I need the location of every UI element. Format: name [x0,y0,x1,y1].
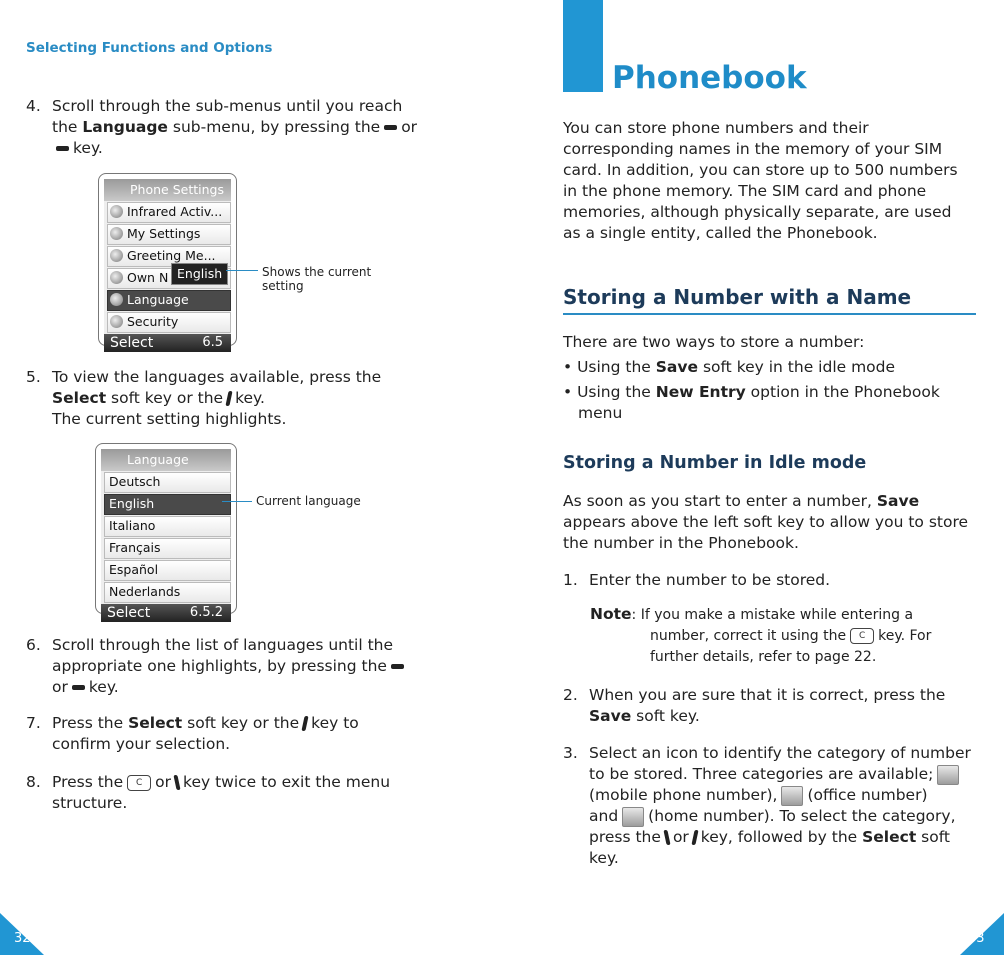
screen-title: Language [101,449,231,471]
para-text: the number in the Phonebook. [563,534,799,552]
bullet-bold: Save [655,358,699,376]
step-text: key twice to exit the menu [183,773,391,791]
intro-line: in the phone memory. The SIM card and phone [563,182,927,200]
section-rule [563,313,976,315]
menu-item-selected [107,290,231,311]
phone-screen-language [95,443,237,621]
menu-item-icon [110,249,123,262]
chapter-title: Phonebook [612,60,807,96]
language-item-selected: English [104,494,231,515]
up-key-icon [56,146,69,151]
menu-item-icon [110,293,123,306]
page-number: 32 [14,931,31,946]
step-text: key, followed by the [700,828,858,846]
step-bold: Save [589,707,632,725]
menu-item-icon [110,315,123,328]
phonebook-step-1 [563,570,983,592]
intro-line: as a single entity, called the Phonebook. [563,224,878,242]
soft-key-bar [104,334,231,352]
step-text: structure. [52,794,128,812]
note-block [590,604,980,670]
step-number: 1. [563,571,578,589]
step-text: soft key. [631,707,700,725]
step-8 [26,772,446,816]
step-text: Enter the number to be stored. [589,571,831,589]
language-item: Español [104,560,231,581]
para-bold: Save [876,492,920,510]
step-text: soft [916,828,950,846]
mobile-category-icon [937,765,959,785]
step-text: Press the [52,714,129,732]
callout-line [222,501,252,502]
soft-key-label: Select [110,335,154,351]
callout-line [226,270,258,271]
step-bold: Select [52,389,107,407]
soft-key-label: Select [107,605,151,621]
clear-key-icon: C [127,775,151,791]
step-text: (mobile phone number), [589,786,778,804]
step-text: Scroll through the list of languages until the [52,636,394,654]
screen-title: Phone Settings [104,179,231,201]
step-text: key. [589,849,619,867]
menu-item-label: Greeting Me... [127,248,216,263]
menu-item-label: Infrared Activ... [127,204,223,219]
step-text: or [672,828,689,846]
step-number: 4. [26,97,41,115]
menu-item-icon [110,227,123,240]
menu-item-icon [110,271,123,284]
ways-list [563,332,983,424]
subsection-title: Storing a Number in Idle mode [563,453,867,473]
step-text: key. [73,139,103,157]
idle-paragraph [563,491,983,554]
step-text: The current setting highlights. [52,410,287,428]
note-label: Note [590,605,632,623]
menu-item [107,202,231,223]
intro-line: You can store phone numbers and their [563,119,869,137]
send-key-icon [302,716,309,731]
step-number: 2. [563,686,578,704]
bullet-text: soft key in the idle mode [698,358,896,376]
step-text: or [155,773,172,791]
step-bold: Select [862,828,917,846]
step-6 [26,635,446,699]
step-bold: Select [128,714,183,732]
step-text: Select an icon to identify the category of number [589,744,971,762]
menu-item-label: Own N [127,270,169,285]
office-category-icon [781,786,803,806]
home-category-icon [622,807,644,827]
intro-line: corresponding names in the memory of your SIM [563,140,943,158]
step-text: Press the [52,773,124,791]
step-text: press the [589,828,661,846]
step-text: sub-menu, by pressing the [167,118,381,136]
step-7 [26,713,446,757]
language-item: Français [104,538,231,559]
intro-paragraph [563,118,983,244]
note-text: number, correct it using the [650,628,847,644]
end-key-icon [173,775,180,790]
send-key-icon [691,830,698,845]
callout-current-language: Current language [256,494,361,508]
phonebook-step-2 [563,685,983,729]
step-text: and [589,807,619,825]
step-text: soft key or the [182,714,300,732]
end-key-icon [663,830,670,845]
step-text: Scroll through the sub-menus until you reach [52,97,403,115]
page-number: 33 [968,931,985,946]
intro-line: card. In addition, you can store up to 500 numbers [563,161,958,179]
step-text: or [52,678,68,696]
ways-intro: There are two ways to store a number: [563,333,865,351]
step-text: the [52,118,83,136]
step-text: soft key or the [106,389,224,407]
step-number: 8. [26,773,41,791]
menu-index: 6.5 [202,335,223,350]
step-text: key to [311,714,359,732]
down-key-icon [384,125,397,130]
note-text: key. For [878,628,932,644]
step-text: key. [88,678,119,696]
menu-item-icon [110,205,123,218]
note-text: further details, refer to page 22. [650,649,877,665]
language-item: Italiano [104,516,231,537]
bullet-bold: New Entry [655,383,746,401]
menu-item-label: Security [127,314,179,329]
section-title: Storing a Number with a Name [563,285,912,309]
step-number: 5. [26,368,41,386]
para-text: appears above the left soft key to allow you to store [563,513,969,531]
soft-key-bar [101,604,231,622]
step-text: To view the languages available, press the [52,368,382,386]
step-text: (office number) [807,786,928,804]
menu-item [107,224,231,245]
up-key-icon [72,685,85,690]
callout-shows-current: Shows the current setting [262,265,372,293]
step-text: confirm your selection. [52,735,231,753]
step-number: 6. [26,636,41,654]
step-number: 7. [26,714,41,732]
menu-index: 6.5.2 [189,605,223,620]
clear-key-icon: C [850,628,874,644]
menu-item-label: Language [127,292,189,307]
language-item: Deutsch [104,472,231,493]
chapter-marker [563,0,603,92]
step-text: to be stored. Three categories are available; [589,765,934,783]
step-number: 3. [563,744,578,762]
step-4 [26,96,446,160]
para-text: As soon as you start to enter a number, [563,492,877,510]
bullet-text: • Using the [563,383,656,401]
intro-line: memories, although physically separate, are used [563,203,952,221]
language-item: Nederlands [104,582,231,603]
send-key-icon [225,391,232,406]
menu-item [107,312,231,333]
current-setting-popup: English [171,263,228,285]
menu-item-label: My Settings [127,226,201,241]
phone-screen-settings [98,173,237,351]
step-text: When you are sure that it is correct, press the [589,686,946,704]
step-5 [26,367,446,431]
bullet-text: menu [578,404,623,422]
phonebook-step-3 [563,743,983,873]
note-text: : If you make a mistake while entering a [631,607,914,623]
down-key-icon [391,664,404,669]
bullet-text: option in the Phonebook [745,383,940,401]
bullet-text: • Using the [563,358,656,376]
page-header: Selecting Functions and Options [26,40,273,56]
step-text: key. [235,389,265,407]
step-text: appropriate one highlights, by pressing the [52,657,387,675]
step-bold: Language [82,118,168,136]
step-text: or [401,118,418,136]
step-text: (home number). To select the category, [648,807,956,825]
